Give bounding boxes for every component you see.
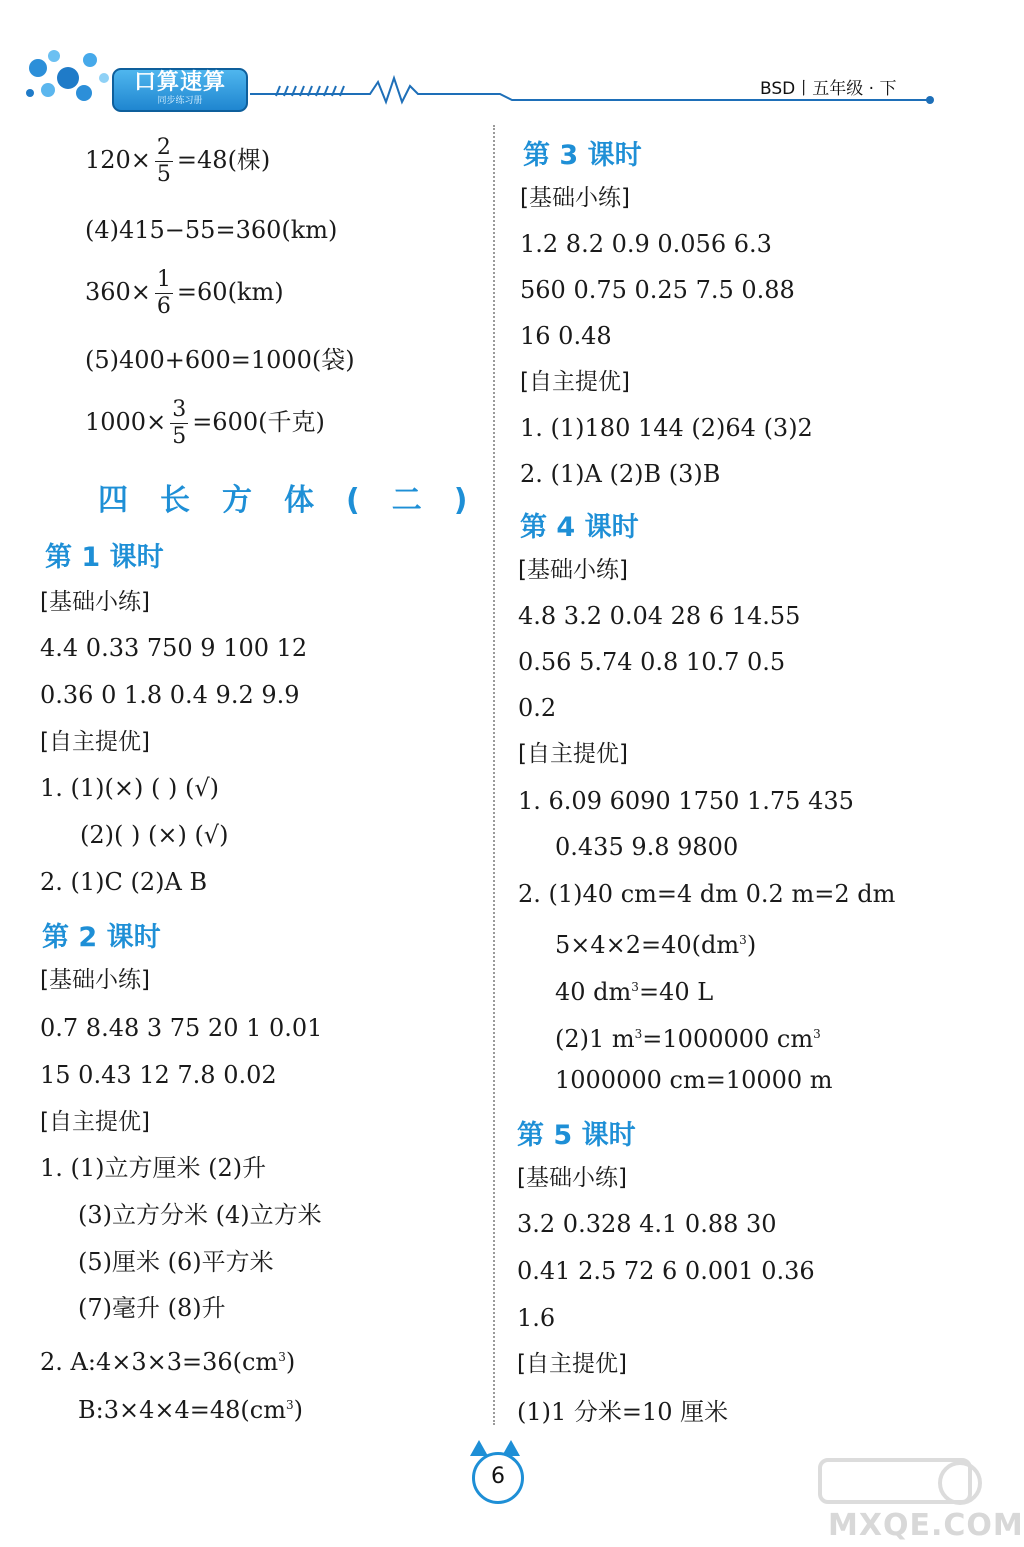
answer-line: 0.36 0 1.8 0.4 9.2 9.9 <box>40 681 300 709</box>
page-badge-left-ear <box>470 1440 488 1456</box>
advanced-practice-label: [自主提优] <box>40 1109 150 1135</box>
basic-practice-label: [基础小练] <box>517 1165 627 1191</box>
answer-line: (4)415−55=360(km) <box>85 216 338 244</box>
answer-line: 2. $A:4\times 3\times 3=36(cm^3)$ <box>40 1348 296 1376</box>
logo-subtitle: 同步练习册 <box>157 96 203 106</box>
answer-line: 2. (1)40 cm=4 dm 0.2 m=2 dm <box>518 880 896 908</box>
answer-line: 16 0.48 <box>520 322 612 350</box>
answer-line: 1.2 8.2 0.9 0.056 6.3 <box>520 230 772 258</box>
advanced-practice-label: [自主提优] <box>518 741 628 767</box>
lesson-1-title: 第 1 课时 <box>45 542 164 573</box>
advanced-practice-label: [自主提优] <box>520 369 630 395</box>
answer-line: (5)400+600=1000(袋) <box>85 346 355 374</box>
answer-line: (2)1 $m^3=1000000$ $cm^3$ <box>555 1025 821 1053</box>
fraction: $\frac{3}{5}$ <box>172 397 187 449</box>
watermark-text: MXQE.COM <box>828 1508 1024 1543</box>
basic-practice-label: [基础小练] <box>40 967 150 993</box>
answer-line: (2)( ) (×) (√) <box>80 821 229 849</box>
page-number: 6 <box>472 1452 524 1504</box>
lesson-3-title: 第 3 课时 <box>523 140 642 171</box>
answer-line: (3)立方分米 (4)立方米 <box>78 1201 322 1229</box>
answer-line: 0.435 9.8 9800 <box>555 833 739 861</box>
answer-line: 1000× $\frac{3}{5}$ =600(千克) <box>85 397 325 449</box>
answer-line: (5)厘米 (6)平方米 <box>78 1248 274 1276</box>
fraction: $\frac{1}{6}$ <box>156 267 171 319</box>
advanced-practice-label: [自主提优] <box>517 1351 627 1377</box>
fraction: $\frac{2}{5}$ <box>156 135 171 187</box>
answer-line: (1)1 分米=10 厘米 <box>517 1398 729 1426</box>
unit-title: 四长方体(二) <box>98 483 500 518</box>
column-divider <box>493 125 495 1425</box>
answer-line: 2. (1)C (2)A B <box>40 868 208 896</box>
answer-line: 1. (1)立方厘米 (2)升 <box>40 1154 267 1182</box>
answer-line: $5\times 4\times 2=40(dm^3)$ <box>555 931 757 959</box>
lesson-4-title: 第 4 课时 <box>520 512 639 543</box>
answer-line: 1.6 <box>517 1304 556 1332</box>
answer-line: 360× $\frac{1}{6}$ =60(km) <box>85 267 284 319</box>
page-header <box>0 0 1000 120</box>
answer-line: 4.8 3.2 0.04 28 6 14.55 <box>518 602 801 630</box>
lesson-2-title: 第 2 课时 <box>42 922 161 953</box>
basic-practice-label: [基础小练] <box>40 589 150 615</box>
answer-line: $B:3\times 4\times 4=48(cm^3)$ <box>78 1396 303 1424</box>
advanced-practice-label: [自主提优] <box>40 729 150 755</box>
basic-practice-label: [基础小练] <box>518 557 628 583</box>
answer-line: 40 $dm^3=40$ L <box>555 978 714 1006</box>
answer-line: 3.2 0.328 4.1 0.88 30 <box>517 1210 777 1238</box>
answer-line: 0.56 5.74 0.8 10.7 0.5 <box>518 648 786 676</box>
answer-line: 0.7 8.48 3 75 20 1 0.01 <box>40 1014 323 1042</box>
answer-line: 4.4 0.33 750 9 100 12 <box>40 634 308 662</box>
answer-line: 1000000 cm=10000 m <box>555 1066 833 1094</box>
answer-line: 1. 6.09 6090 1750 1.75 435 <box>518 787 854 815</box>
basic-practice-label: [基础小练] <box>520 185 630 211</box>
answer-line: 15 0.43 12 7.8 0.02 <box>40 1061 277 1089</box>
answer-line: (7)毫升 (8)升 <box>78 1294 226 1322</box>
lesson-5-title: 第 5 课时 <box>517 1120 636 1151</box>
answer-line: 1. (1)180 144 (2)64 (3)2 <box>520 414 813 442</box>
answer-line: 2. (1)A (2)B (3)B <box>520 460 721 488</box>
answer-line: 0.2 <box>518 694 557 722</box>
logo-title: 口算速算 <box>133 70 226 95</box>
answer-line: 0.41 2.5 72 6 0.001 0.36 <box>517 1257 815 1285</box>
answer-line: 1. (1)(×) ( ) (√) <box>40 774 219 802</box>
splash-logo-icon <box>18 38 118 108</box>
answer-line: 560 0.75 0.25 7.5 0.88 <box>520 276 795 304</box>
edition-label: BSD丨五年级 · 下 <box>760 79 897 99</box>
answer-line: 120× $\frac{2}{5}$ =48(棵) <box>85 135 271 187</box>
book-logo <box>112 68 248 112</box>
